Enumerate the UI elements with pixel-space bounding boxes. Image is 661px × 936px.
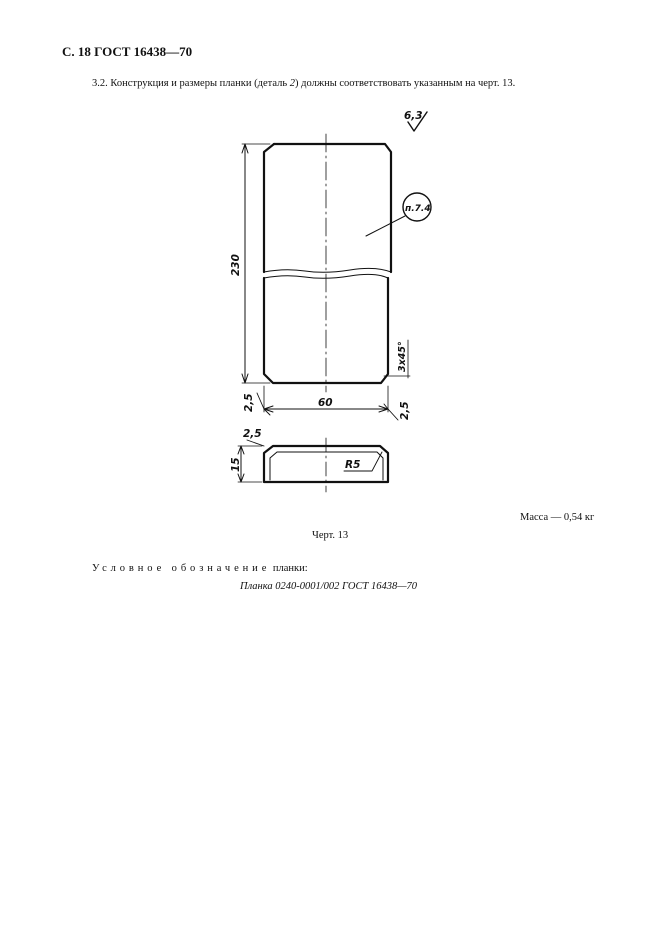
dim-length-value: 230: [230, 254, 242, 276]
dim-offset-left-value: 2,5: [243, 393, 255, 412]
dim-offset-right-value: 2,5: [399, 401, 411, 420]
paragraph-tail: ) должны соответствовать указанным на черт. 13.: [295, 78, 516, 89]
roughness-value: 6,3: [404, 110, 423, 122]
dim-offset-top-value: 2,5: [243, 428, 262, 440]
plate-outline-top-left: [264, 144, 274, 272]
designation-label-spaced: Условное обозначение: [92, 563, 271, 574]
break-line-upper: [264, 268, 391, 272]
note-callout-text: п.7.4: [405, 204, 431, 214]
designation-label-tail: планки:: [270, 563, 308, 574]
dim-radius-value: R5: [345, 459, 361, 471]
dim-width-value: 60: [318, 397, 333, 409]
designation-value: Планка 0240-0001/002 ГОСТ 16438—70: [240, 581, 418, 592]
mass-label: Масса — 0,54 кг: [520, 512, 595, 523]
page-header: С. 18 ГОСТ 16438—70: [62, 44, 193, 59]
leader-chamfer-left: [257, 393, 270, 415]
plate-outline-top: [274, 144, 391, 272]
leader-side-offset: [247, 440, 264, 446]
figure-caption: Черт. 13: [312, 530, 349, 541]
dim-height-value: 15: [230, 457, 242, 472]
dim-chamfer-value: 3х45°: [397, 341, 408, 372]
side-view-inner: [270, 452, 383, 480]
paragraph-detail-number: 2: [289, 78, 296, 89]
paragraph-lead: 3.2. Конструкция и размеры планки (деталь: [92, 78, 290, 89]
leader-chamfer-right: [384, 404, 398, 420]
designation-label: [92, 563, 308, 574]
note-leader: [366, 216, 405, 236]
